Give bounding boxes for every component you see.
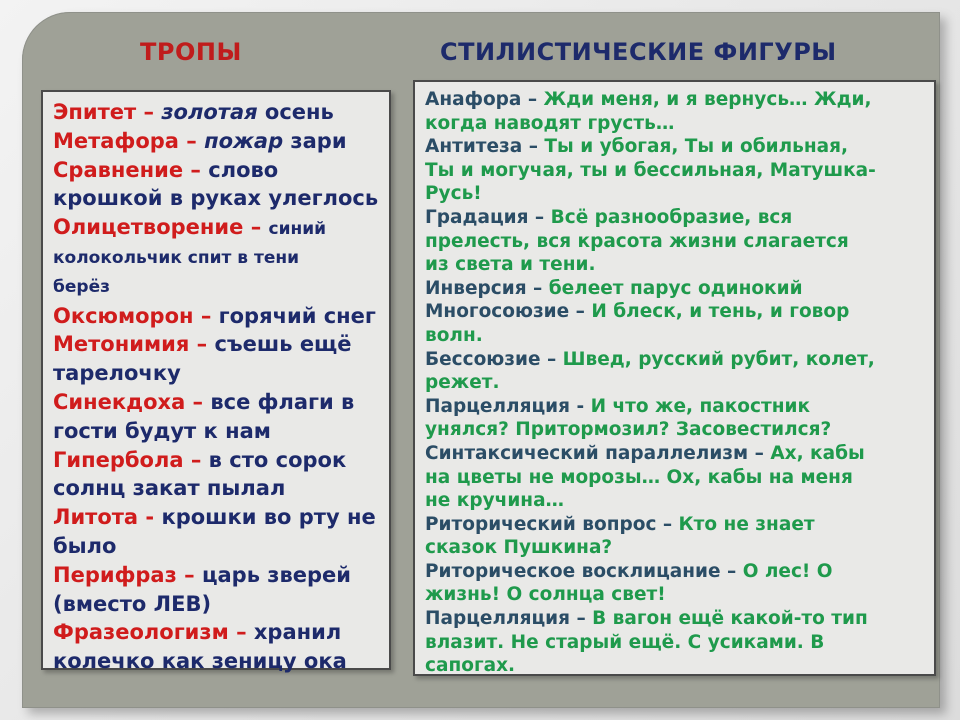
term-label: Эпитет –: [53, 100, 162, 124]
figures-heading: СТИЛИСТИЧЕСКИЕ ФИГУРЫ: [440, 38, 837, 66]
trope-line: [53, 98, 383, 127]
tropes-heading: ТРОПЫ: [140, 38, 242, 66]
figure-line: [425, 466, 928, 490]
example-text: режет.: [425, 372, 500, 394]
trope-line: [53, 273, 383, 302]
example-text: сказок Пушкина?: [425, 537, 613, 559]
trope-line: [53, 127, 383, 156]
example-text: Ты и могучая, ты и бессильная, Матушка-: [425, 159, 876, 181]
term-label: Метонимия –: [53, 332, 215, 357]
example-text: влазит. Не старый ещё. С усиками. В: [425, 631, 825, 653]
trope-line: [53, 590, 383, 619]
figure-line: [425, 631, 928, 655]
term-label: Гипербола –: [53, 447, 209, 472]
tropes-list: [53, 98, 383, 676]
example-text: зари: [283, 128, 347, 153]
figure-line: [425, 88, 928, 112]
example-text: крошкой в руках улеглось: [53, 186, 379, 211]
example-text: хранил: [253, 620, 342, 645]
figure-line: [425, 230, 928, 254]
figure-line: [425, 206, 928, 230]
example-text: колокольчик спит в тени: [53, 247, 300, 268]
example-text: золотая: [161, 100, 258, 124]
trope-line: [53, 532, 383, 561]
example-text: Жди меня, и я вернусь… Жди,: [543, 89, 872, 110]
example-text: было: [53, 533, 117, 558]
example-text: унялся? Притормозил? Засовестился?: [425, 419, 832, 441]
trope-line: [53, 156, 383, 185]
example-text: волн.: [425, 324, 483, 346]
example-text: солнц закат пылал: [53, 476, 286, 501]
figure-line: [425, 371, 928, 395]
trope-line: [53, 561, 383, 590]
term-label: Литота -: [53, 505, 162, 530]
term-label: Фразеологизм –: [53, 620, 254, 645]
figure-line: [425, 324, 928, 348]
term-label: Олицетворение –: [53, 215, 269, 240]
term-label: Риторическое восклицание –: [425, 560, 743, 582]
term-label: Антитеза –: [425, 136, 545, 158]
example-text: жизнь! О солнца свет!: [425, 584, 666, 606]
trope-line: [53, 503, 383, 532]
trope-line: [53, 213, 383, 244]
example-text: на цветы не морозы… Ох, кабы на меня: [425, 466, 853, 488]
example-text: Ты и убогая, Ты и обильная,: [544, 136, 849, 158]
example-text: берёз: [53, 276, 110, 297]
figures-panel: [413, 80, 936, 676]
example-text: Кто не знает: [678, 513, 815, 535]
term-label: Инверсия –: [425, 277, 549, 299]
figure-line: [425, 442, 928, 466]
example-text: крошки во рту не: [161, 505, 376, 530]
example-text: сапогах.: [425, 655, 516, 677]
trope-line: [53, 417, 383, 446]
example-text: все флаги в: [210, 389, 355, 414]
example-text: И блеск, и тень, и говор: [591, 301, 850, 323]
figure-line: [425, 135, 928, 159]
trope-line: [53, 388, 383, 417]
example-text: из света и тени.: [425, 254, 596, 276]
term-label: Сравнение –: [53, 157, 209, 182]
figure-line: [425, 583, 928, 607]
figure-line: [425, 489, 928, 513]
example-text: (вместо ЛЕВ): [53, 591, 212, 616]
tropes-panel: [41, 90, 391, 674]
figure-line: [425, 536, 928, 560]
trope-line: [53, 474, 383, 503]
term-label: Бессоюзие –: [425, 348, 563, 370]
figure-line: [425, 300, 928, 324]
figure-line: [425, 654, 928, 678]
figures-list: [425, 88, 928, 678]
example-text: В вагон ещё какой-то тип: [592, 608, 868, 630]
figure-line: [425, 607, 928, 631]
trope-line: [53, 330, 383, 359]
term-label: Синтаксический параллелизм –: [425, 442, 771, 464]
figure-line: [425, 348, 928, 372]
term-label: Риторический вопрос –: [425, 513, 679, 535]
example-text: Швед, русский рубит, колет,: [562, 348, 875, 370]
example-text: пожар: [204, 128, 284, 153]
example-text: прелесть, вся красота жизни слагается: [425, 230, 849, 252]
term-label: Метафора –: [53, 128, 205, 153]
example-text: синий: [268, 219, 327, 240]
example-text: осень: [257, 100, 334, 124]
term-label: Синекдоха –: [53, 389, 211, 414]
example-text: белеет парус одинокий: [548, 277, 803, 299]
figure-line: [425, 513, 928, 537]
example-text: горячий снег: [218, 303, 376, 328]
example-text: Всё разнообразие, вся: [550, 206, 793, 228]
figure-line: [425, 560, 928, 584]
example-text: когда наводят грусть…: [425, 112, 675, 134]
term-label: Парцелляция -: [425, 395, 591, 417]
term-label: Парцелляция –: [425, 608, 593, 630]
term-label: Многосоюзие –: [425, 301, 592, 323]
example-text: тарелочку: [53, 361, 181, 386]
example-text: съешь ещё: [214, 332, 352, 357]
trope-line: [53, 359, 383, 388]
example-text: Русь!: [425, 183, 482, 205]
figure-line: [425, 277, 928, 301]
term-label: Градация –: [425, 206, 551, 228]
trope-line: [53, 618, 383, 647]
trope-line: [53, 184, 383, 213]
trope-line: [53, 647, 383, 676]
example-text: И что же, пакостник: [590, 395, 811, 417]
example-text: царь зверей: [201, 562, 352, 587]
figure-line: [425, 418, 928, 442]
example-text: О лес! О: [742, 560, 833, 582]
example-text: колечко как зеницу ока: [53, 649, 347, 674]
trope-line: [53, 302, 383, 331]
trope-line: [53, 446, 383, 475]
figure-line: [425, 182, 928, 206]
example-text: в сто сорок: [208, 447, 347, 472]
figure-line: [425, 395, 928, 419]
term-label: Перифраз –: [53, 562, 202, 587]
example-text: Ах, кабы: [770, 442, 865, 464]
example-text: слово: [208, 157, 279, 182]
figure-line: [425, 253, 928, 277]
trope-line: [53, 244, 383, 273]
term-label: Анафора –: [425, 89, 544, 110]
figure-line: [425, 112, 928, 136]
term-label: Оксюморон –: [53, 303, 219, 328]
example-text: не кручина…: [425, 490, 565, 512]
figure-line: [425, 159, 928, 183]
example-text: гости будут к нам: [53, 418, 271, 443]
